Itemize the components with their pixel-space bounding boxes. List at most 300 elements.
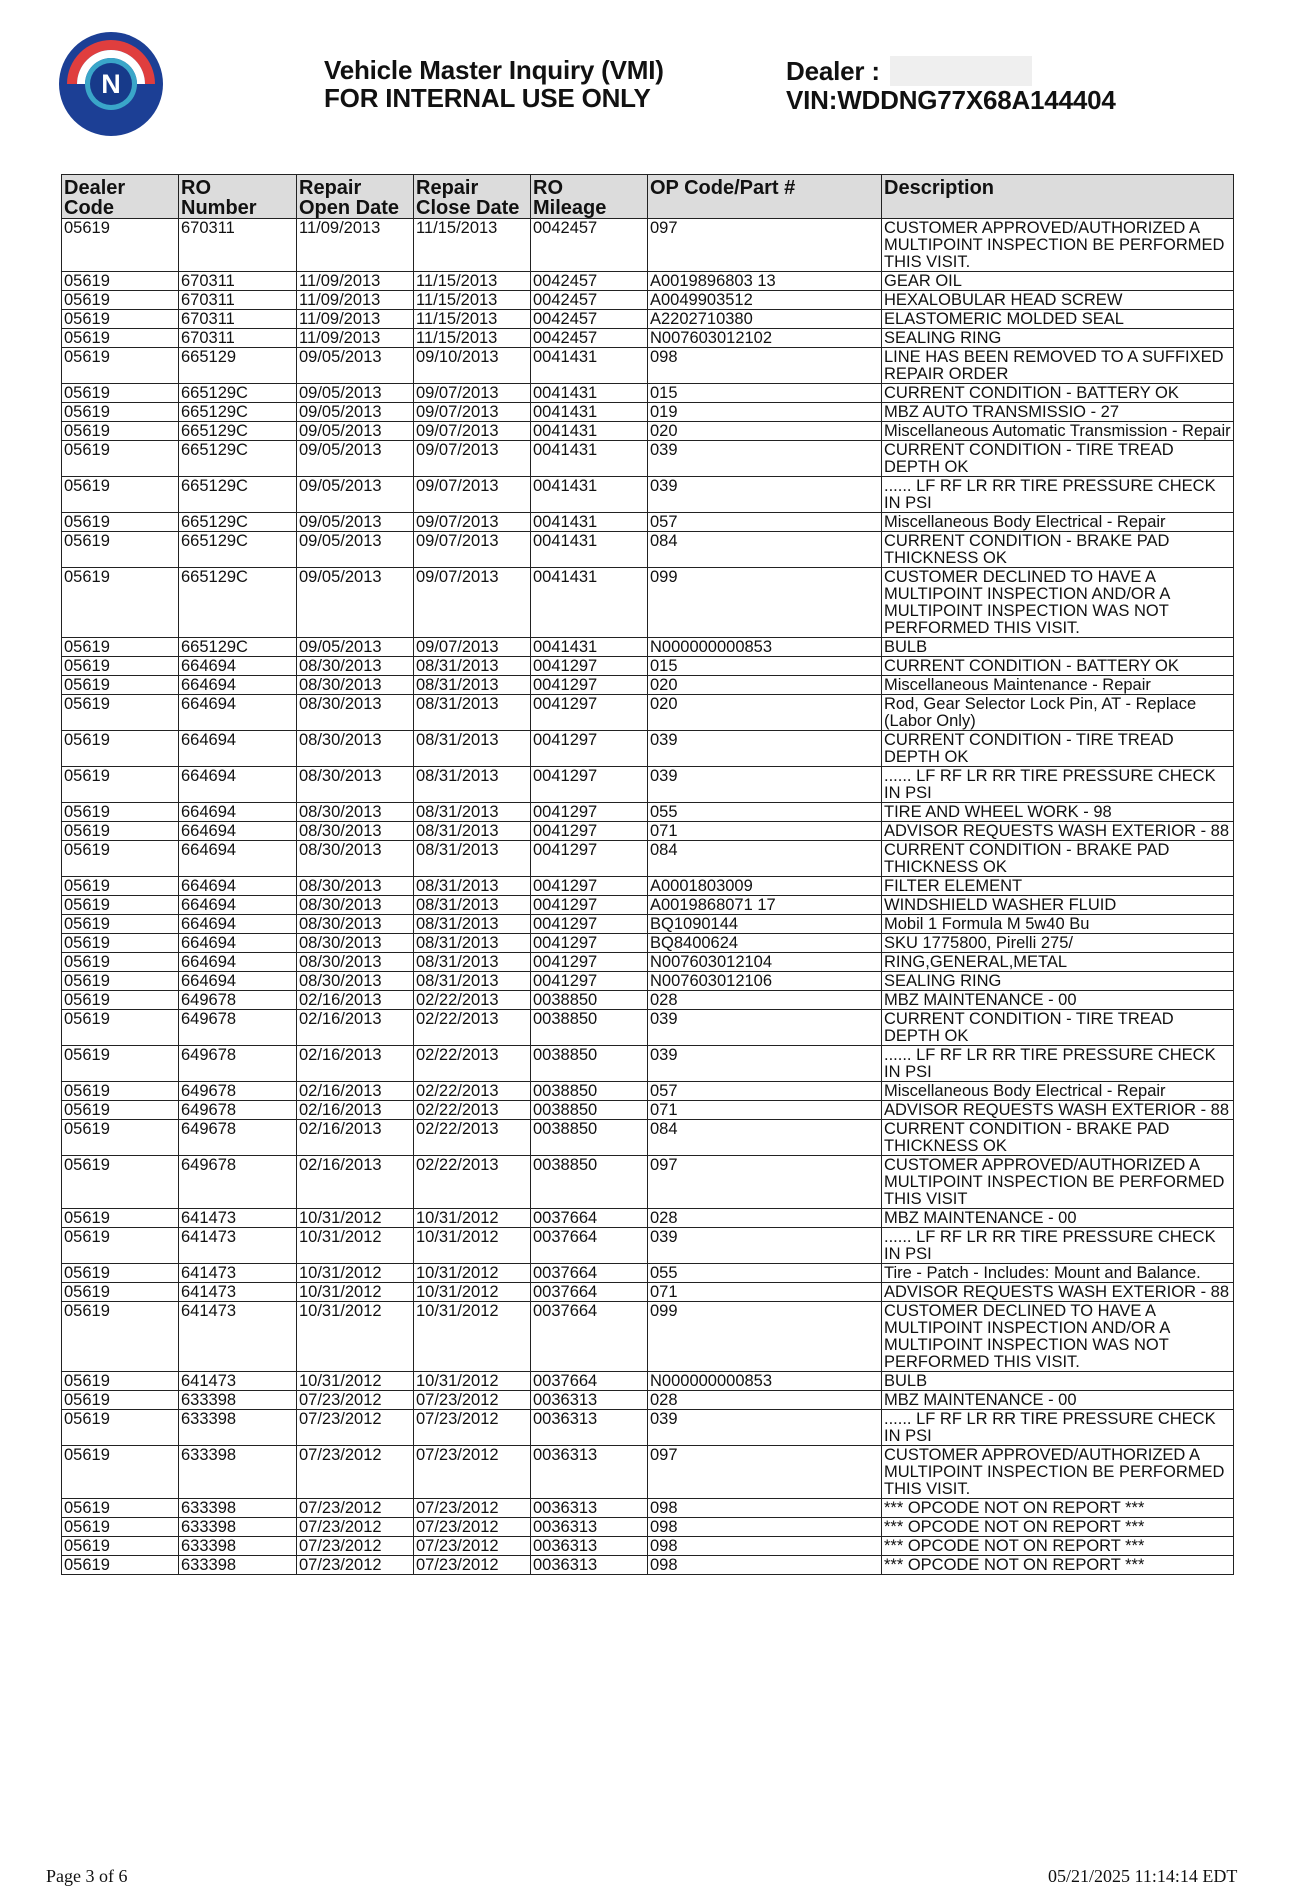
dealer-code-cell: 05619	[62, 676, 179, 695]
description-cell: ...... LF RF LR RR TIRE PRESSURE CHECK IN PSI	[882, 1228, 1234, 1264]
mileage-cell: 0041297	[531, 767, 648, 803]
table-row	[62, 219, 1234, 272]
description-cell: CURRENT CONDITION - TIRE TREAD DEPTH OK	[882, 731, 1234, 767]
ro-number-cell: 665129C	[179, 403, 297, 422]
description-cell: CUSTOMER DECLINED TO HAVE A MULTIPOINT INSPECTION AND/OR A MULTIPOINT INSPECTION WAS NOT PERFORMED THIS VISIT.	[882, 568, 1234, 638]
description-cell: SEALING RING	[882, 972, 1234, 991]
open-date-cell: 10/31/2012	[297, 1209, 414, 1228]
open-date-cell: 11/09/2013	[297, 329, 414, 348]
description-cell: Mobil 1 Formula M 5w40 Bu	[882, 915, 1234, 934]
table-row	[62, 403, 1234, 422]
op-code-cell: 097	[648, 219, 882, 272]
ro-number-cell: 649678	[179, 1101, 297, 1120]
close-date-cell: 09/07/2013	[414, 638, 531, 657]
close-date-cell: 08/31/2013	[414, 953, 531, 972]
dealer-code-cell: 05619	[62, 568, 179, 638]
document-title	[324, 56, 664, 112]
op-code-cell: 055	[648, 803, 882, 822]
dealer-code-cell: 05619	[62, 1228, 179, 1264]
table-row	[62, 513, 1234, 532]
dealer-code-cell: 05619	[62, 1101, 179, 1120]
description-cell: TIRE AND WHEEL WORK - 98	[882, 803, 1234, 822]
close-date-cell: 11/15/2013	[414, 272, 531, 291]
table-row	[62, 1082, 1234, 1101]
op-code-cell: A0019868071 17	[648, 896, 882, 915]
mileage-cell: 0041297	[531, 934, 648, 953]
ro-number-cell: 633398	[179, 1410, 297, 1446]
mileage-cell: 0041431	[531, 384, 648, 403]
ro-number-cell: 633398	[179, 1499, 297, 1518]
dealer-code-cell: 05619	[62, 1499, 179, 1518]
op-code-cell: N007603012104	[648, 953, 882, 972]
table-row	[62, 1264, 1234, 1283]
ro-number-cell: 670311	[179, 291, 297, 310]
table-row	[62, 695, 1234, 731]
description-cell: CURRENT CONDITION - BRAKE PAD THICKNESS OK	[882, 1120, 1234, 1156]
mileage-cell: 0041297	[531, 803, 648, 822]
open-date-cell: 07/23/2012	[297, 1556, 414, 1575]
open-date-cell: 10/31/2012	[297, 1228, 414, 1264]
description-cell: ...... LF RF LR RR TIRE PRESSURE CHECK IN PSI	[882, 1046, 1234, 1082]
mileage-cell: 0041431	[531, 513, 648, 532]
dealer-code-cell: 05619	[62, 991, 179, 1010]
close-date-cell: 08/31/2013	[414, 877, 531, 896]
ro-number-cell: 641473	[179, 1228, 297, 1264]
mileage-cell: 0036313	[531, 1446, 648, 1499]
close-date-cell: 09/10/2013	[414, 348, 531, 384]
open-date-cell: 07/23/2012	[297, 1518, 414, 1537]
op-code-cell: 097	[648, 1446, 882, 1499]
ro-number-cell: 664694	[179, 676, 297, 695]
open-date-cell: 09/05/2013	[297, 477, 414, 513]
table-row	[62, 1391, 1234, 1410]
close-date-cell: 11/15/2013	[414, 329, 531, 348]
mileage-cell: 0041297	[531, 731, 648, 767]
table-row	[62, 1010, 1234, 1046]
column-header-line2: Number	[181, 197, 257, 219]
mileage-cell: 0036313	[531, 1518, 648, 1537]
table-body	[62, 219, 1234, 1575]
description-cell: *** OPCODE NOT ON REPORT ***	[882, 1537, 1234, 1556]
column-header-line2: Close Date	[416, 197, 520, 219]
ro-number-cell: 649678	[179, 1082, 297, 1101]
description-cell: CURRENT CONDITION - TIRE TREAD DEPTH OK	[882, 441, 1234, 477]
op-code-cell: 039	[648, 1228, 882, 1264]
open-date-cell: 08/30/2013	[297, 915, 414, 934]
ro-number-cell: 665129C	[179, 513, 297, 532]
op-code-cell: 084	[648, 1120, 882, 1156]
description-cell: ADVISOR REQUESTS WASH EXTERIOR - 88	[882, 1101, 1234, 1120]
open-date-cell: 02/16/2013	[297, 1046, 414, 1082]
open-date-cell: 09/05/2013	[297, 441, 414, 477]
ro-number-cell: 641473	[179, 1283, 297, 1302]
dealer-code-cell: 05619	[62, 1120, 179, 1156]
title-line-2: FOR INTERNAL USE ONLY	[324, 83, 651, 113]
column-header-line1: OP Code/Part #	[650, 177, 796, 199]
dealer-code-cell: 05619	[62, 1518, 179, 1537]
ro-number-cell: 665129	[179, 348, 297, 384]
open-date-cell: 07/23/2012	[297, 1499, 414, 1518]
close-date-cell: 08/31/2013	[414, 767, 531, 803]
mileage-cell: 0041431	[531, 422, 648, 441]
table-row	[62, 441, 1234, 477]
ro-number-cell: 633398	[179, 1537, 297, 1556]
description-cell: BULB	[882, 638, 1234, 657]
mileage-cell: 0037664	[531, 1372, 648, 1391]
table-row	[62, 1156, 1234, 1209]
description-cell: CUSTOMER APPROVED/AUTHORIZED A MULTIPOINT INSPECTION BE PERFORMED THIS VISIT.	[882, 219, 1234, 272]
ro-number-cell: 664694	[179, 767, 297, 803]
ro-number-cell: 664694	[179, 803, 297, 822]
op-code-cell: 028	[648, 1209, 882, 1228]
open-date-cell: 08/30/2013	[297, 877, 414, 896]
ro-number-cell: 633398	[179, 1556, 297, 1575]
table-row	[62, 877, 1234, 896]
dealer-code-cell: 05619	[62, 915, 179, 934]
column-header-line1: Description	[884, 177, 995, 199]
table-row	[62, 477, 1234, 513]
dealer-code-cell: 05619	[62, 348, 179, 384]
ro-number-cell: 664694	[179, 841, 297, 877]
mileage-cell: 0037664	[531, 1283, 648, 1302]
vin-line: VIN:WDDNG77X68A144404	[786, 85, 1116, 115]
op-code-cell: A0001803009	[648, 877, 882, 896]
mileage-cell: 0041431	[531, 638, 648, 657]
op-code-cell: 057	[648, 1082, 882, 1101]
dealer-code-cell: 05619	[62, 896, 179, 915]
column-header-line1: Dealer	[64, 177, 126, 199]
open-date-cell: 09/05/2013	[297, 513, 414, 532]
table-row	[62, 657, 1234, 676]
close-date-cell: 07/23/2012	[414, 1556, 531, 1575]
dealer-vin-block	[786, 56, 1116, 114]
mileage-cell: 0036313	[531, 1556, 648, 1575]
op-code-cell: A2202710380	[648, 310, 882, 329]
table-row	[62, 934, 1234, 953]
description-cell: Miscellaneous Maintenance - Repair	[882, 676, 1234, 695]
ro-number-cell: 664694	[179, 695, 297, 731]
op-code-cell: 039	[648, 731, 882, 767]
op-code-cell: N000000000853	[648, 1372, 882, 1391]
op-code-cell: 015	[648, 384, 882, 403]
dealer-code-cell: 05619	[62, 1410, 179, 1446]
dealer-code-cell: 05619	[62, 513, 179, 532]
open-date-cell: 07/23/2012	[297, 1391, 414, 1410]
op-code-cell: 039	[648, 441, 882, 477]
ro-number-cell: 670311	[179, 272, 297, 291]
column-header-line2: Code	[64, 197, 114, 219]
table-row	[62, 1518, 1234, 1537]
dealer-code-cell: 05619	[62, 310, 179, 329]
close-date-cell: 10/31/2012	[414, 1302, 531, 1372]
description-cell: *** OPCODE NOT ON REPORT ***	[882, 1556, 1234, 1575]
close-date-cell: 10/31/2012	[414, 1228, 531, 1264]
print-timestamp: 05/21/2025 11:14:14 EDT	[1048, 1866, 1238, 1886]
dealer-redaction	[890, 56, 1032, 86]
dealer-code-cell: 05619	[62, 657, 179, 676]
ro-number-cell: 664694	[179, 953, 297, 972]
close-date-cell: 09/07/2013	[414, 532, 531, 568]
dealer-code-cell: 05619	[62, 1537, 179, 1556]
mileage-cell: 0038850	[531, 1120, 648, 1156]
dealer-code-cell: 05619	[62, 291, 179, 310]
description-cell: GEAR OIL	[882, 272, 1234, 291]
ro-number-cell: 670311	[179, 329, 297, 348]
description-cell: RING,GENERAL,METAL	[882, 953, 1234, 972]
op-code-cell: 039	[648, 1010, 882, 1046]
mileage-cell: 0041431	[531, 441, 648, 477]
op-code-cell: 028	[648, 1391, 882, 1410]
table-row	[62, 1209, 1234, 1228]
dealer-code-cell: 05619	[62, 1082, 179, 1101]
mileage-cell: 0037664	[531, 1209, 648, 1228]
ro-number-cell: 670311	[179, 310, 297, 329]
close-date-cell: 10/31/2012	[414, 1264, 531, 1283]
ro-number-cell: 665129C	[179, 638, 297, 657]
description-cell: ...... LF RF LR RR TIRE PRESSURE CHECK IN PSI	[882, 767, 1234, 803]
description-cell: ADVISOR REQUESTS WASH EXTERIOR - 88	[882, 1283, 1234, 1302]
table-row	[62, 1446, 1234, 1499]
close-date-cell: 02/22/2013	[414, 1010, 531, 1046]
description-cell: MBZ AUTO TRANSMISSIO - 27	[882, 403, 1234, 422]
column-header-dealer-code	[62, 175, 179, 219]
vmi-table	[61, 174, 1234, 1575]
ro-number-cell: 665129C	[179, 384, 297, 403]
open-date-cell: 02/16/2013	[297, 1156, 414, 1209]
ro-number-cell: 664694	[179, 934, 297, 953]
open-date-cell: 07/23/2012	[297, 1410, 414, 1446]
ro-number-cell: 641473	[179, 1302, 297, 1372]
dealer-line	[786, 56, 1116, 86]
dealer-code-cell: 05619	[62, 532, 179, 568]
table-row	[62, 1046, 1234, 1082]
close-date-cell: 02/22/2013	[414, 1156, 531, 1209]
ro-number-cell: 649678	[179, 1120, 297, 1156]
description-cell: BULB	[882, 1372, 1234, 1391]
description-cell: Miscellaneous Body Electrical - Repair	[882, 513, 1234, 532]
description-cell: CURRENT CONDITION - TIRE TREAD DEPTH OK	[882, 1010, 1234, 1046]
ro-number-cell: 633398	[179, 1391, 297, 1410]
ro-number-cell: 664694	[179, 877, 297, 896]
open-date-cell: 08/30/2013	[297, 896, 414, 915]
ro-number-cell: 665129C	[179, 568, 297, 638]
close-date-cell: 09/07/2013	[414, 384, 531, 403]
close-date-cell: 11/15/2013	[414, 219, 531, 272]
op-code-cell: 098	[648, 1556, 882, 1575]
dealer-code-cell: 05619	[62, 219, 179, 272]
op-code-cell: 015	[648, 657, 882, 676]
description-cell: WINDSHIELD WASHER FLUID	[882, 896, 1234, 915]
mileage-cell: 0038850	[531, 1156, 648, 1209]
op-code-cell: N000000000853	[648, 638, 882, 657]
mileage-cell: 0038850	[531, 991, 648, 1010]
close-date-cell: 11/15/2013	[414, 310, 531, 329]
close-date-cell: 08/31/2013	[414, 972, 531, 991]
op-code-cell: 084	[648, 841, 882, 877]
mileage-cell: 0037664	[531, 1302, 648, 1372]
ro-number-cell: 665129C	[179, 477, 297, 513]
description-cell: CURRENT CONDITION - BATTERY OK	[882, 384, 1234, 403]
mileage-cell: 0041297	[531, 953, 648, 972]
description-cell: CUSTOMER APPROVED/AUTHORIZED A MULTIPOINT INSPECTION BE PERFORMED THIS VISIT	[882, 1156, 1234, 1209]
dealer-code-cell: 05619	[62, 422, 179, 441]
open-date-cell: 02/16/2013	[297, 1120, 414, 1156]
dealer-code-cell: 05619	[62, 329, 179, 348]
mileage-cell: 0038850	[531, 1101, 648, 1120]
table-row	[62, 568, 1234, 638]
mileage-cell: 0041297	[531, 822, 648, 841]
op-code-cell: 099	[648, 1302, 882, 1372]
table-row	[62, 1410, 1234, 1446]
description-cell: FILTER ELEMENT	[882, 877, 1234, 896]
table-row	[62, 915, 1234, 934]
open-date-cell: 09/05/2013	[297, 348, 414, 384]
close-date-cell: 02/22/2013	[414, 991, 531, 1010]
close-date-cell: 02/22/2013	[414, 1082, 531, 1101]
op-code-cell: 020	[648, 422, 882, 441]
ro-number-cell: 664694	[179, 972, 297, 991]
close-date-cell: 09/07/2013	[414, 403, 531, 422]
table-row	[62, 972, 1234, 991]
description-cell: MBZ MAINTENANCE - 00	[882, 1391, 1234, 1410]
description-cell: SEALING RING	[882, 329, 1234, 348]
mileage-cell: 0041431	[531, 348, 648, 384]
mileage-cell: 0041297	[531, 896, 648, 915]
table-row	[62, 532, 1234, 568]
dealer-code-cell: 05619	[62, 1209, 179, 1228]
ro-number-cell: 633398	[179, 1446, 297, 1499]
close-date-cell: 07/23/2012	[414, 1537, 531, 1556]
description-cell: ADVISOR REQUESTS WASH EXTERIOR - 88	[882, 822, 1234, 841]
open-date-cell: 10/31/2012	[297, 1372, 414, 1391]
column-header-ro-number	[179, 175, 297, 219]
ro-number-cell: 633398	[179, 1518, 297, 1537]
mileage-cell: 0042457	[531, 219, 648, 272]
ro-number-cell: 665129C	[179, 422, 297, 441]
open-date-cell: 02/16/2013	[297, 1010, 414, 1046]
open-date-cell: 08/30/2013	[297, 972, 414, 991]
open-date-cell: 11/09/2013	[297, 310, 414, 329]
mileage-cell: 0038850	[531, 1082, 648, 1101]
close-date-cell: 07/23/2012	[414, 1391, 531, 1410]
table-row	[62, 638, 1234, 657]
table-row	[62, 348, 1234, 384]
dealer-code-cell: 05619	[62, 767, 179, 803]
open-date-cell: 08/30/2013	[297, 695, 414, 731]
table-row	[62, 310, 1234, 329]
dealer-code-cell: 05619	[62, 972, 179, 991]
column-header-line2: Open Date	[299, 197, 400, 219]
dealer-code-cell: 05619	[62, 695, 179, 731]
logo-letter: N	[101, 69, 121, 99]
mileage-cell: 0042457	[531, 291, 648, 310]
close-date-cell: 07/23/2012	[414, 1518, 531, 1537]
ro-number-cell: 649678	[179, 991, 297, 1010]
table-row	[62, 1537, 1234, 1556]
table-row	[62, 822, 1234, 841]
table-row	[62, 1101, 1234, 1120]
description-cell: *** OPCODE NOT ON REPORT ***	[882, 1499, 1234, 1518]
column-header-line1: Repair	[299, 177, 362, 199]
column-header-line1: Repair	[416, 177, 479, 199]
dealer-code-cell: 05619	[62, 1156, 179, 1209]
column-header-line2: Mileage	[533, 197, 607, 219]
table-row	[62, 841, 1234, 877]
table-row	[62, 329, 1234, 348]
close-date-cell: 08/31/2013	[414, 822, 531, 841]
mileage-cell: 0041297	[531, 877, 648, 896]
table-row	[62, 953, 1234, 972]
dealer-code-cell: 05619	[62, 384, 179, 403]
mileage-cell: 0042457	[531, 329, 648, 348]
column-header-description	[882, 175, 1234, 219]
dealer-code-cell: 05619	[62, 934, 179, 953]
table-row	[62, 1372, 1234, 1391]
close-date-cell: 08/31/2013	[414, 657, 531, 676]
description-cell: Miscellaneous Body Electrical - Repair	[882, 1082, 1234, 1101]
table-row	[62, 1228, 1234, 1264]
description-cell: Rod, Gear Selector Lock Pin, AT - Replace (Labor Only)	[882, 695, 1234, 731]
op-code-cell: 071	[648, 1101, 882, 1120]
mileage-cell: 0041297	[531, 695, 648, 731]
open-date-cell: 08/30/2013	[297, 676, 414, 695]
op-code-cell: 084	[648, 532, 882, 568]
description-cell: LINE HAS BEEN REMOVED TO A SUFFIXED REPAIR ORDER	[882, 348, 1234, 384]
description-cell: MBZ MAINTENANCE - 00	[882, 1209, 1234, 1228]
column-header-line1: RO	[533, 177, 563, 199]
description-cell: CURRENT CONDITION - BATTERY OK	[882, 657, 1234, 676]
description-cell: CUSTOMER APPROVED/AUTHORIZED A MULTIPOINT INSPECTION BE PERFORMED THIS VISIT.	[882, 1446, 1234, 1499]
close-date-cell: 08/31/2013	[414, 915, 531, 934]
open-date-cell: 02/16/2013	[297, 1082, 414, 1101]
dealer-code-cell: 05619	[62, 477, 179, 513]
op-code-cell: 098	[648, 1518, 882, 1537]
open-date-cell: 11/09/2013	[297, 272, 414, 291]
dealer-logo	[57, 30, 165, 138]
dealer-code-cell: 05619	[62, 803, 179, 822]
open-date-cell: 08/30/2013	[297, 841, 414, 877]
mileage-cell: 0037664	[531, 1228, 648, 1264]
dealer-code-cell: 05619	[62, 1391, 179, 1410]
column-header-ro-mileage	[531, 175, 648, 219]
close-date-cell: 08/31/2013	[414, 841, 531, 877]
table-row	[62, 291, 1234, 310]
mileage-cell: 0041431	[531, 568, 648, 638]
mileage-cell: 0038850	[531, 1010, 648, 1046]
open-date-cell: 10/31/2012	[297, 1302, 414, 1372]
dealer-code-cell: 05619	[62, 1302, 179, 1372]
ro-number-cell: 649678	[179, 1156, 297, 1209]
op-code-cell: 098	[648, 1499, 882, 1518]
ro-number-cell: 670311	[179, 219, 297, 272]
open-date-cell: 09/05/2013	[297, 568, 414, 638]
close-date-cell: 09/07/2013	[414, 477, 531, 513]
mileage-cell: 0041297	[531, 676, 648, 695]
description-cell: *** OPCODE NOT ON REPORT ***	[882, 1518, 1234, 1537]
table-row	[62, 991, 1234, 1010]
close-date-cell: 08/31/2013	[414, 803, 531, 822]
dealer-code-cell: 05619	[62, 953, 179, 972]
table-header	[62, 175, 1234, 219]
dealer-code-cell: 05619	[62, 877, 179, 896]
ro-number-cell: 665129C	[179, 532, 297, 568]
table-row	[62, 1302, 1234, 1372]
title-line-1: Vehicle Master Inquiry (VMI)	[324, 55, 664, 85]
close-date-cell: 08/31/2013	[414, 934, 531, 953]
table-row	[62, 803, 1234, 822]
table-row	[62, 896, 1234, 915]
op-code-cell: 071	[648, 1283, 882, 1302]
